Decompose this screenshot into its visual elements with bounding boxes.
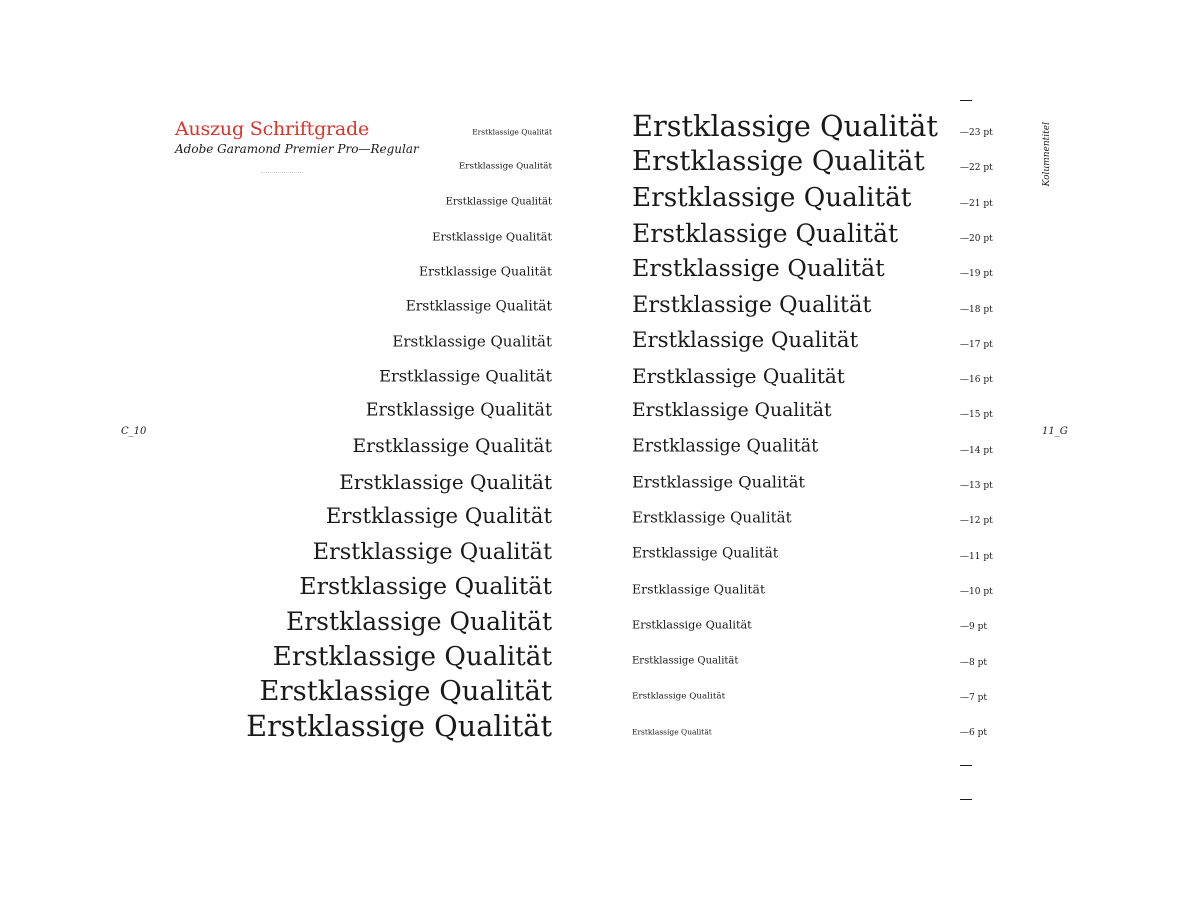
right-sample-18pt: Erstklassige Qualität xyxy=(632,291,872,318)
left-sample-8pt: Erstklassige Qualität xyxy=(445,195,552,207)
size-label: —19 pt xyxy=(960,269,993,280)
size-label: —11 pt xyxy=(960,551,993,562)
size-label: —8 pt xyxy=(960,657,987,668)
right-sample-22pt: Erstklassige Qualität xyxy=(632,145,925,178)
right-sample-9pt: Erstklassige Qualität xyxy=(632,618,752,632)
folio-right: 11_G xyxy=(1042,426,1068,437)
size-label: —20 pt xyxy=(960,233,993,244)
running-title-vertical: Kolumnentitel xyxy=(1042,122,1052,187)
size-label: —15 pt xyxy=(960,410,993,421)
left-sample-6pt: Erstklassige Qualität xyxy=(472,127,552,137)
right-sample-8pt: Erstklassige Qualität xyxy=(632,654,739,666)
size-label: —16 pt xyxy=(960,375,993,386)
right-sample-6pt: Erstklassige Qualität xyxy=(632,727,712,737)
heading-subtitle: Adobe Garamond Premier Pro—Regular xyxy=(175,142,419,156)
left-sample-22pt: Erstklassige Qualität xyxy=(259,674,552,707)
right-sample-21pt: Erstklassige Qualität xyxy=(632,182,912,213)
size-label: —23 pt xyxy=(960,128,993,138)
right-sample-10pt: Erstklassige Qualität xyxy=(632,581,766,597)
right-sample-19pt: Erstklassige Qualität xyxy=(632,254,885,283)
left-sample-7pt: Erstklassige Qualität xyxy=(458,161,552,172)
size-label: —13 pt xyxy=(960,481,993,491)
left-sample-16pt: Erstklassige Qualität xyxy=(339,469,552,494)
scale-bottom-dash-2 xyxy=(960,799,972,800)
left-sample-20pt: Erstklassige Qualität xyxy=(285,607,552,637)
size-label: —10 pt xyxy=(960,586,993,597)
size-label: —22 pt xyxy=(960,163,993,174)
ascending-size-column xyxy=(220,0,552,900)
right-sample-16pt: Erstklassige Qualität xyxy=(632,363,845,388)
scale-bottom-dash xyxy=(960,765,972,766)
scale-top-dash xyxy=(960,100,972,101)
right-sample-20pt: Erstklassige Qualität xyxy=(632,218,899,248)
right-sample-7pt: Erstklassige Qualität xyxy=(632,691,726,702)
left-sample-21pt: Erstklassige Qualität xyxy=(272,641,552,672)
right-sample-17pt: Erstklassige Qualität xyxy=(632,327,859,353)
right-sample-14pt: Erstklassige Qualität xyxy=(632,436,819,457)
left-sample-14pt: Erstklassige Qualität xyxy=(365,401,552,422)
right-sample-13pt: Erstklassige Qualität xyxy=(632,472,805,492)
left-sample-13pt: Erstklassige Qualität xyxy=(379,366,552,386)
folio-left: C_10 xyxy=(121,426,147,437)
left-sample-23pt: Erstklassige Qualität xyxy=(246,709,552,744)
right-sample-15pt: Erstklassige Qualität xyxy=(632,400,832,422)
left-sample-11pt: Erstklassige Qualität xyxy=(405,298,552,315)
right-sample-12pt: Erstklassige Qualität xyxy=(632,508,792,527)
left-sample-12pt: Erstklassige Qualität xyxy=(392,332,552,351)
left-sample-19pt: Erstklassige Qualität xyxy=(299,571,552,600)
left-sample-15pt: Erstklassige Qualität xyxy=(352,435,552,457)
point-size-scale xyxy=(960,0,1030,900)
size-label: —7 pt xyxy=(960,692,987,703)
size-label: —14 pt xyxy=(960,445,993,456)
left-sample-17pt: Erstklassige Qualität xyxy=(325,504,552,530)
size-label: —18 pt xyxy=(960,304,993,315)
heading-title: Auszug Schriftgrade xyxy=(175,118,370,140)
right-sample-11pt: Erstklassige Qualität xyxy=(632,545,779,562)
left-sample-9pt: Erstklassige Qualität xyxy=(432,230,552,244)
size-label: —21 pt xyxy=(960,198,993,209)
size-label: —12 pt xyxy=(960,516,993,527)
size-label: —9 pt xyxy=(960,622,987,633)
descending-size-column xyxy=(632,0,938,900)
size-label: —6 pt xyxy=(960,728,987,739)
size-label: —17 pt xyxy=(960,339,993,350)
right-sample-23pt: Erstklassige Qualität xyxy=(632,109,938,144)
left-sample-18pt: Erstklassige Qualität xyxy=(312,538,552,565)
left-sample-10pt: Erstklassige Qualität xyxy=(418,263,552,279)
